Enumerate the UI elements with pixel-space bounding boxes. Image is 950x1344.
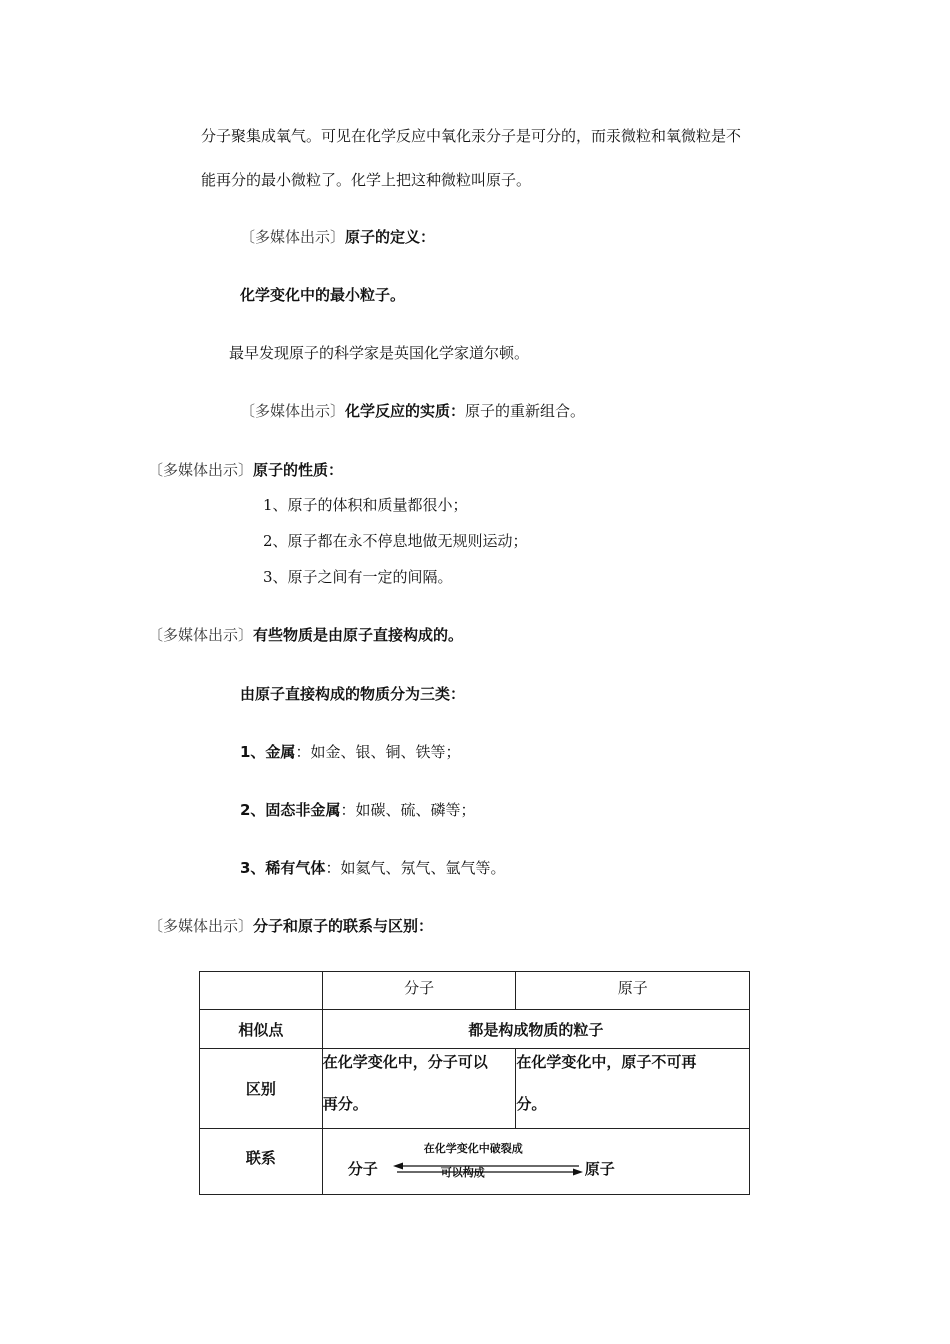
category-label: 1、金属 [240, 743, 296, 761]
similarity-label: 相似点 [200, 1010, 323, 1049]
relation-diagram [323, 1130, 749, 1194]
reaction-essence-line [240, 400, 585, 422]
arrow-bottom-text: 可以构成 [440, 1165, 485, 1179]
direct-atoms-line [148, 624, 463, 646]
media-tag: 〔多媒体出示〕 [148, 917, 254, 935]
intro-line-1: 分子聚集成氧气。可见在化学反应中氧化汞分子是可分的，而汞微粒和氧微粒是不 [201, 127, 742, 145]
molecule-difference [322, 1049, 516, 1129]
atom-definition-text: 化学变化中的最小粒子。 [240, 286, 406, 304]
media-tag: 〔多媒体出示〕 [148, 461, 254, 479]
category-item [240, 741, 460, 763]
atom-properties-heading: 原子的性质： [253, 461, 344, 479]
category-label: 3、稀有气体 [240, 859, 326, 877]
atom-difference-line: 分。 [516, 1095, 547, 1113]
direct-atoms-heading: 有些物质是由原子直接构成的。 [253, 626, 464, 644]
category-examples: ：如氦气、氖气、氩气等。 [325, 859, 506, 877]
table-header-row [200, 972, 750, 1010]
table-row-relation [200, 1129, 750, 1195]
property-item: 3、原子之间有一定的间隔。 [263, 568, 453, 586]
property-item: 2、原子都在永不停息地做无规则运动； [263, 532, 528, 550]
relation-right-label: 原子 [584, 1159, 615, 1178]
property-item: 1、原子的体积和质量都很小； [263, 496, 468, 514]
category-item [240, 857, 505, 879]
relation-label: 联系 [200, 1129, 323, 1195]
relation-left-label: 分子 [347, 1159, 378, 1178]
similarity-text: 都是构成物质的粒子 [322, 1010, 749, 1049]
comparison-table [199, 971, 750, 1195]
comparison-line [148, 915, 433, 937]
atom-difference [516, 1049, 750, 1129]
reaction-essence-text: 原子的重新组合。 [465, 402, 586, 420]
atom-definition-heading: 原子的定义： [345, 228, 436, 246]
category-item [240, 799, 475, 821]
atom-difference-line: 在化学变化中，原子不可再 [516, 1053, 697, 1071]
table-row-difference [200, 1049, 750, 1129]
difference-label: 区别 [200, 1049, 323, 1129]
header-molecule: 分子 [322, 972, 516, 1010]
atom-definition-line [240, 226, 435, 248]
table-row-similarity [200, 1010, 750, 1049]
header-atom: 原子 [516, 972, 750, 1010]
media-tag: 〔多媒体出示〕 [240, 228, 346, 246]
category-label: 2、固态非金属 [240, 801, 341, 819]
molecule-difference-line: 再分。 [322, 1095, 368, 1113]
atom-properties-line [148, 459, 343, 481]
direct-atoms-subheading: 由原子直接构成的物质分为三类： [240, 685, 466, 703]
molecule-difference-line: 在化学变化中，分子可以 [322, 1053, 488, 1071]
arrow-top-text: 在化学变化中破裂成 [423, 1141, 523, 1155]
reaction-essence-heading: 化学反应的实质： [345, 402, 466, 420]
media-tag: 〔多媒体出示〕 [240, 402, 346, 420]
media-tag: 〔多媒体出示〕 [148, 626, 254, 644]
discoverer-text: 最早发现原子的科学家是英国化学家道尔顿。 [229, 344, 530, 362]
relation-cell [322, 1129, 749, 1195]
empty-header-cell [200, 972, 323, 1010]
double-arrow-icon [393, 1162, 583, 1178]
intro-line-2: 能再分的最小微粒了。化学上把这种微粒叫原子。 [201, 171, 532, 189]
category-examples: ：如金、银、铜、铁等； [295, 743, 461, 761]
comparison-heading: 分子和原子的联系与区别： [253, 917, 434, 935]
category-examples: ：如碳、硫、磷等； [340, 801, 476, 819]
